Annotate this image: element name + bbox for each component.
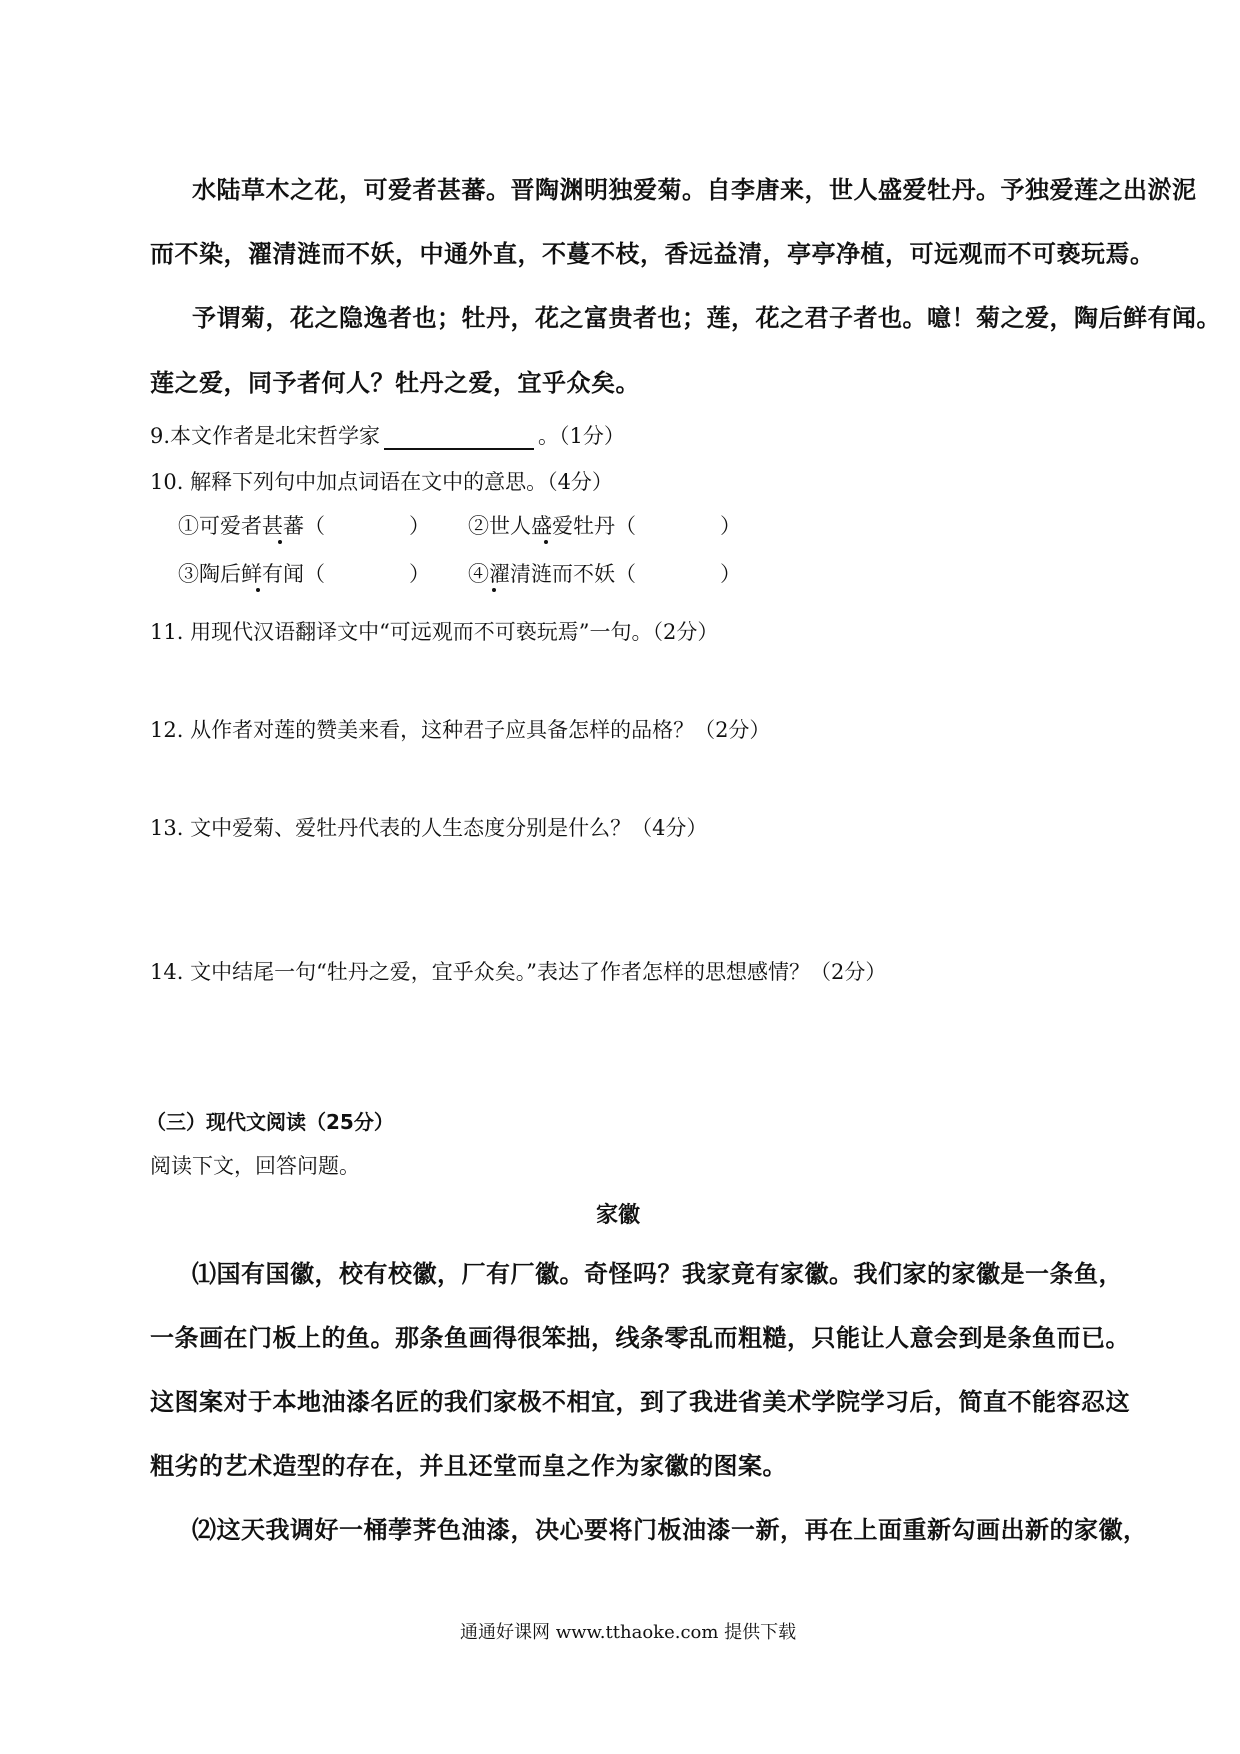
question-14: 14. 文中结尾一句“牡丹之爱，宜乎众矣。”表达了作者怎样的思想感情？（2分）	[150, 960, 887, 984]
passage-p1-line1: 水陆草木之花，可爱者甚蕃。晋陶渊明独爱菊。自李唐来，世人盛爱牡丹。予独爱莲之出淤泥	[192, 176, 1197, 204]
q10-item-2: ②世人盛爱牡丹（ ）	[468, 514, 741, 538]
emphasis-dot	[256, 588, 260, 592]
article-title: 家徽	[596, 1203, 641, 1228]
article-p1-line3: 这图案对于本地油漆名匠的我们家极不相宜，到了我进省美术学院学习后，简直不能容忍这	[150, 1388, 1130, 1416]
emphasis-dot	[492, 588, 496, 592]
section-heading: （三）现代文阅读（25分）	[146, 1110, 394, 1134]
question-13: 13. 文中爱菊、爱牡丹代表的人生态度分别是什么？（4分）	[150, 816, 708, 840]
question-9-score: 。（1分）	[538, 424, 625, 448]
question-11: 11. 用现代汉语翻译文中“可远观而不可亵玩焉”一句。（2分）	[150, 620, 719, 644]
question-10: 10. 解释下列句中加点词语在文中的意思。（4分）	[150, 470, 613, 494]
section-instruction: 阅读下文，回答问题。	[150, 1154, 360, 1178]
q10-item-4: ④濯清涟而不妖（ ）	[468, 562, 741, 586]
q10-item-3: ③陶后鲜有闻（ ）	[178, 562, 430, 586]
question-9-text: 9.本文作者是北宋哲学家	[150, 424, 381, 448]
passage-p2-line1: 予谓菊，花之隐逸者也；牡丹，花之富贵者也；莲，花之君子者也。噫！菊之爱，陶后鲜有闻。	[192, 304, 1221, 332]
q10-item-1: ①可爱者甚蕃（ ）	[178, 514, 430, 538]
question-9	[150, 420, 625, 450]
emphasis-dot	[278, 540, 282, 544]
answer-blank[interactable]	[384, 426, 534, 450]
article-p1-line1: ⑴国有国徽，校有校徽，厂有厂徽。奇怪吗？我家竟有家徽。我们家的家徽是一条鱼，	[192, 1260, 1123, 1288]
article-p1-line4: 粗劣的艺术造型的存在，并且还堂而皇之作为家徽的图案。	[150, 1452, 787, 1480]
emphasis-dot	[544, 540, 548, 544]
passage-p2-line2: 莲之爱，同予者何人？牡丹之爱，宜乎众矣。	[150, 369, 640, 397]
article-p1-line2: 一条画在门板上的鱼。那条鱼画得很笨拙，线条零乱而粗糙，只能让人意会到是条鱼而已。	[150, 1324, 1130, 1352]
page-footer: 通通好课网 www.tthaoke.com 提供下载	[460, 1622, 797, 1643]
question-12: 12. 从作者对莲的赞美来看，这种君子应具备怎样的品格？（2分）	[150, 718, 771, 742]
article-p2-line1: ⑵这天我调好一桶荸荠色油漆，决心要将门板油漆一新，再在上面重新勾画出新的家徽，	[192, 1516, 1148, 1544]
passage-p1-line2: 而不染，濯清涟而不妖，中通外直，不蔓不枝，香远益清，亭亭净植，可远观而不可亵玩焉。	[150, 240, 1155, 268]
